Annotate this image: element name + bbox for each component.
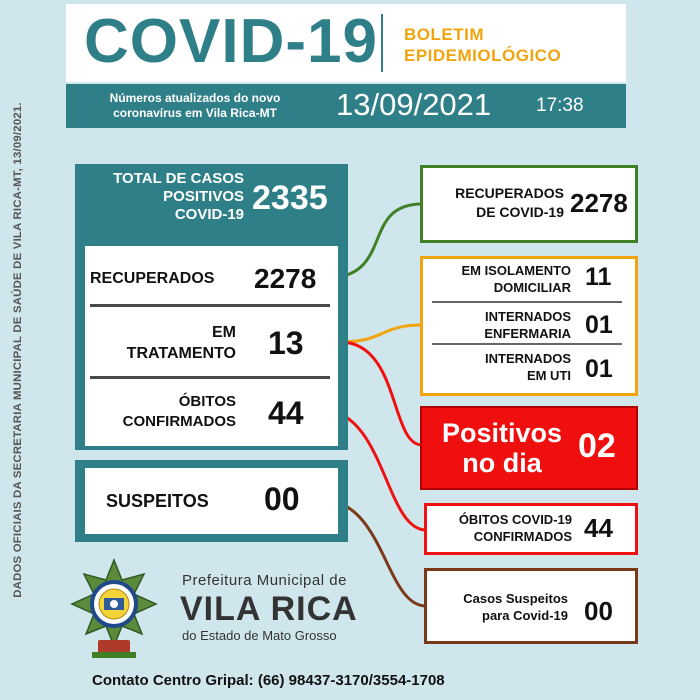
recovered-box-label-line2: DE COVID-19 <box>476 204 564 220</box>
positive-today-label-line1: Positivos <box>441 418 563 448</box>
ward-value: 01 <box>585 311 613 339</box>
page-title: COVID-19 <box>84 7 378 76</box>
positive-today-label-line2: no dia <box>462 448 542 478</box>
isolation-value: 11 <box>585 263 612 291</box>
update-caption-line2: coronavírus em Vila Rica-MT <box>113 106 277 120</box>
connector-positive <box>340 342 422 445</box>
suspects-box-label-line2: para Covid-19 <box>482 608 568 623</box>
treatment-value: 13 <box>268 325 304 361</box>
positive-today-value: 02 <box>578 427 616 465</box>
bulletin-subtitle-line2: EPIDEMIOLÓGICO <box>404 46 562 65</box>
total-cases-label <box>80 170 244 224</box>
prefeitura-label: Prefeitura Municipal de <box>182 572 347 589</box>
treatment-label <box>96 322 236 364</box>
ward-label <box>421 308 571 342</box>
summary-divider <box>90 376 330 379</box>
ward-label-line2: ENFERMARIA <box>484 326 571 341</box>
suspects-box-label <box>428 590 568 624</box>
treatment-label-line2: TRATAMENTO <box>126 345 236 362</box>
contact-info: Contato Centro Gripal: (66) 98437-3170/3554-1708 <box>92 672 445 689</box>
total-cases-value: 2335 <box>252 179 328 217</box>
isolation-label-line2: DOMICILIAR <box>493 280 571 295</box>
suspects-box-value: 00 <box>584 596 613 626</box>
suspects-value: 00 <box>264 481 300 517</box>
recovered-label: RECUPERADOS <box>90 270 215 287</box>
deaths-label-line2: CONFIRMADOS <box>122 413 236 430</box>
total-label-line3: COVID-19 <box>174 206 244 223</box>
deaths-label <box>96 392 236 432</box>
side-note-text: DADOS OFICIAIS DA SECRETARIA MUNICIPAL DE SAÚDE DE VILA RICA-MT, 13/09/2021. <box>12 102 24 598</box>
ward-label-line1: INTERNADOS <box>485 309 571 324</box>
deaths-box-label <box>428 511 572 545</box>
recovered-box-label-line1: RECUPERADOS <box>455 185 564 201</box>
city-crest-logo <box>68 558 160 662</box>
deaths-label-line1: ÓBITOS <box>178 393 236 410</box>
recovered-box-value: 2278 <box>570 188 628 218</box>
treatment-label-line1: EM <box>212 324 236 341</box>
isolation-label-line1: EM ISOLAMENTO <box>461 263 571 278</box>
update-caption-line1: Números atualizados do novo <box>109 91 281 105</box>
city-name: VILA RICA <box>180 590 358 628</box>
bulletin-time: 17:38 <box>536 95 584 116</box>
suspects-box-label-line1: Casos Suspeitos <box>463 591 568 606</box>
icu-value: 01 <box>585 355 613 383</box>
connector-treatment <box>340 325 422 342</box>
positive-today-label <box>432 418 572 478</box>
suspects-label: SUSPEITOS <box>106 491 209 511</box>
recovered-value: 2278 <box>254 263 317 294</box>
treatment-divider <box>432 301 622 303</box>
recovered-box-label <box>426 184 564 222</box>
treatment-divider <box>432 343 622 345</box>
bulletin-subtitle-line1: BOLETIM <box>404 25 484 44</box>
deaths-box-label-line2: CONFIRMADOS <box>473 529 572 544</box>
state-label: do Estado de Mato Grosso <box>182 628 337 643</box>
total-label-line1: TOTAL DE CASOS <box>113 170 244 187</box>
isolation-label <box>421 262 571 296</box>
icu-label-line1: INTERNADOS <box>485 351 571 366</box>
deaths-value: 44 <box>268 395 304 431</box>
summary-divider <box>90 304 330 307</box>
icu-label-line2: EM UTI <box>526 368 571 383</box>
deaths-box-label-line1: ÓBITOS COVID-19 <box>458 512 572 527</box>
icu-label <box>421 350 571 384</box>
deaths-box-value: 44 <box>584 513 613 543</box>
total-label-line2: POSITIVOS <box>163 188 244 205</box>
bulletin-date: 13/09/2021 <box>336 87 492 122</box>
